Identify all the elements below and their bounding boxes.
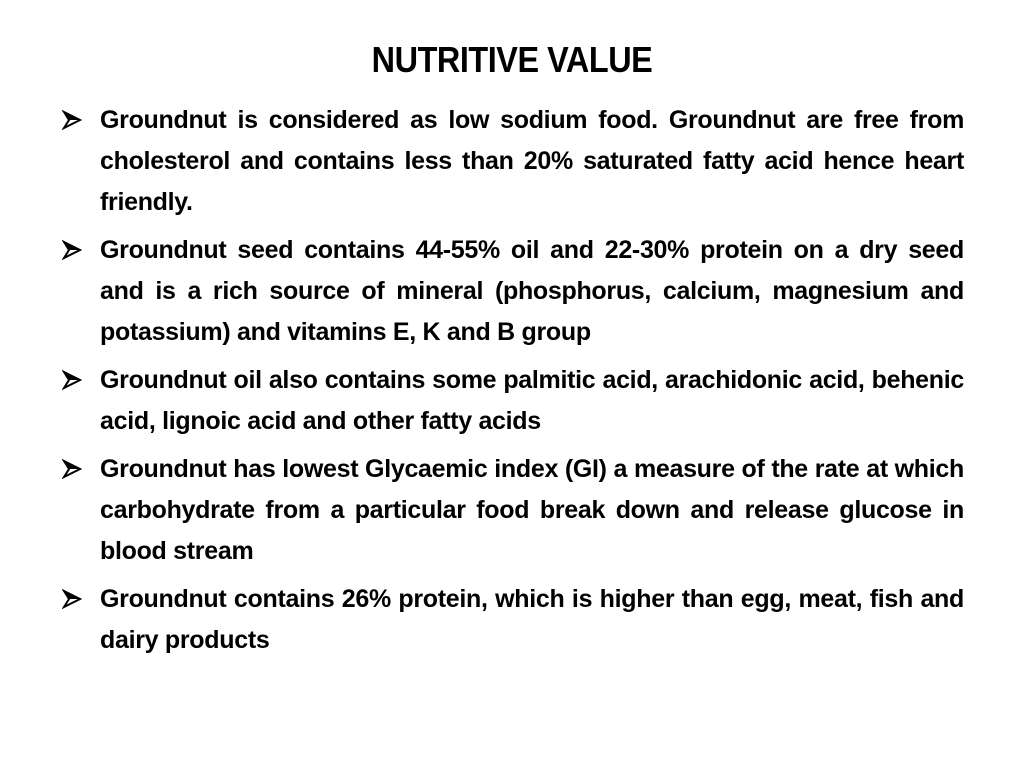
list-item (62, 230, 964, 353)
arrow-bullet-icon (62, 230, 100, 270)
bullet-list (62, 100, 964, 668)
list-item (62, 360, 964, 442)
arrow-bullet-icon (62, 579, 100, 619)
arrow-bullet-icon (62, 100, 100, 140)
arrow-bullet-icon (62, 449, 100, 489)
bullet-text: Groundnut is considered as low sodium food. Groundnut are free from cholesterol and contains less than 20% saturated fatty acid hence heart friendly. (100, 106, 964, 216)
arrow-bullet-icon (62, 360, 100, 400)
list-item (62, 100, 964, 223)
list-item (62, 579, 964, 661)
page-title: NUTRITIVE VALUE (371, 39, 653, 80)
bullet-text: Groundnut oil also contains some palmitic acid, arachidonic acid, behenic acid, lignoic acid and other fatty acids (100, 366, 964, 435)
bullet-text: Groundnut seed contains 44-55% oil and 22-30% protein on a dry seed and is a rich source of mineral (phosphorus, calcium, magnesium and potassium) and vitamins E, K and B group (100, 236, 964, 346)
bullet-text: Groundnut has lowest Glycaemic index (GI) a measure of the rate at which carbohydrate from a particular food break down and release glucose in blood stream (100, 455, 964, 565)
list-item (62, 449, 964, 572)
bullet-text: Groundnut contains 26% protein, which is higher than egg, meat, fish and dairy products (100, 585, 964, 654)
